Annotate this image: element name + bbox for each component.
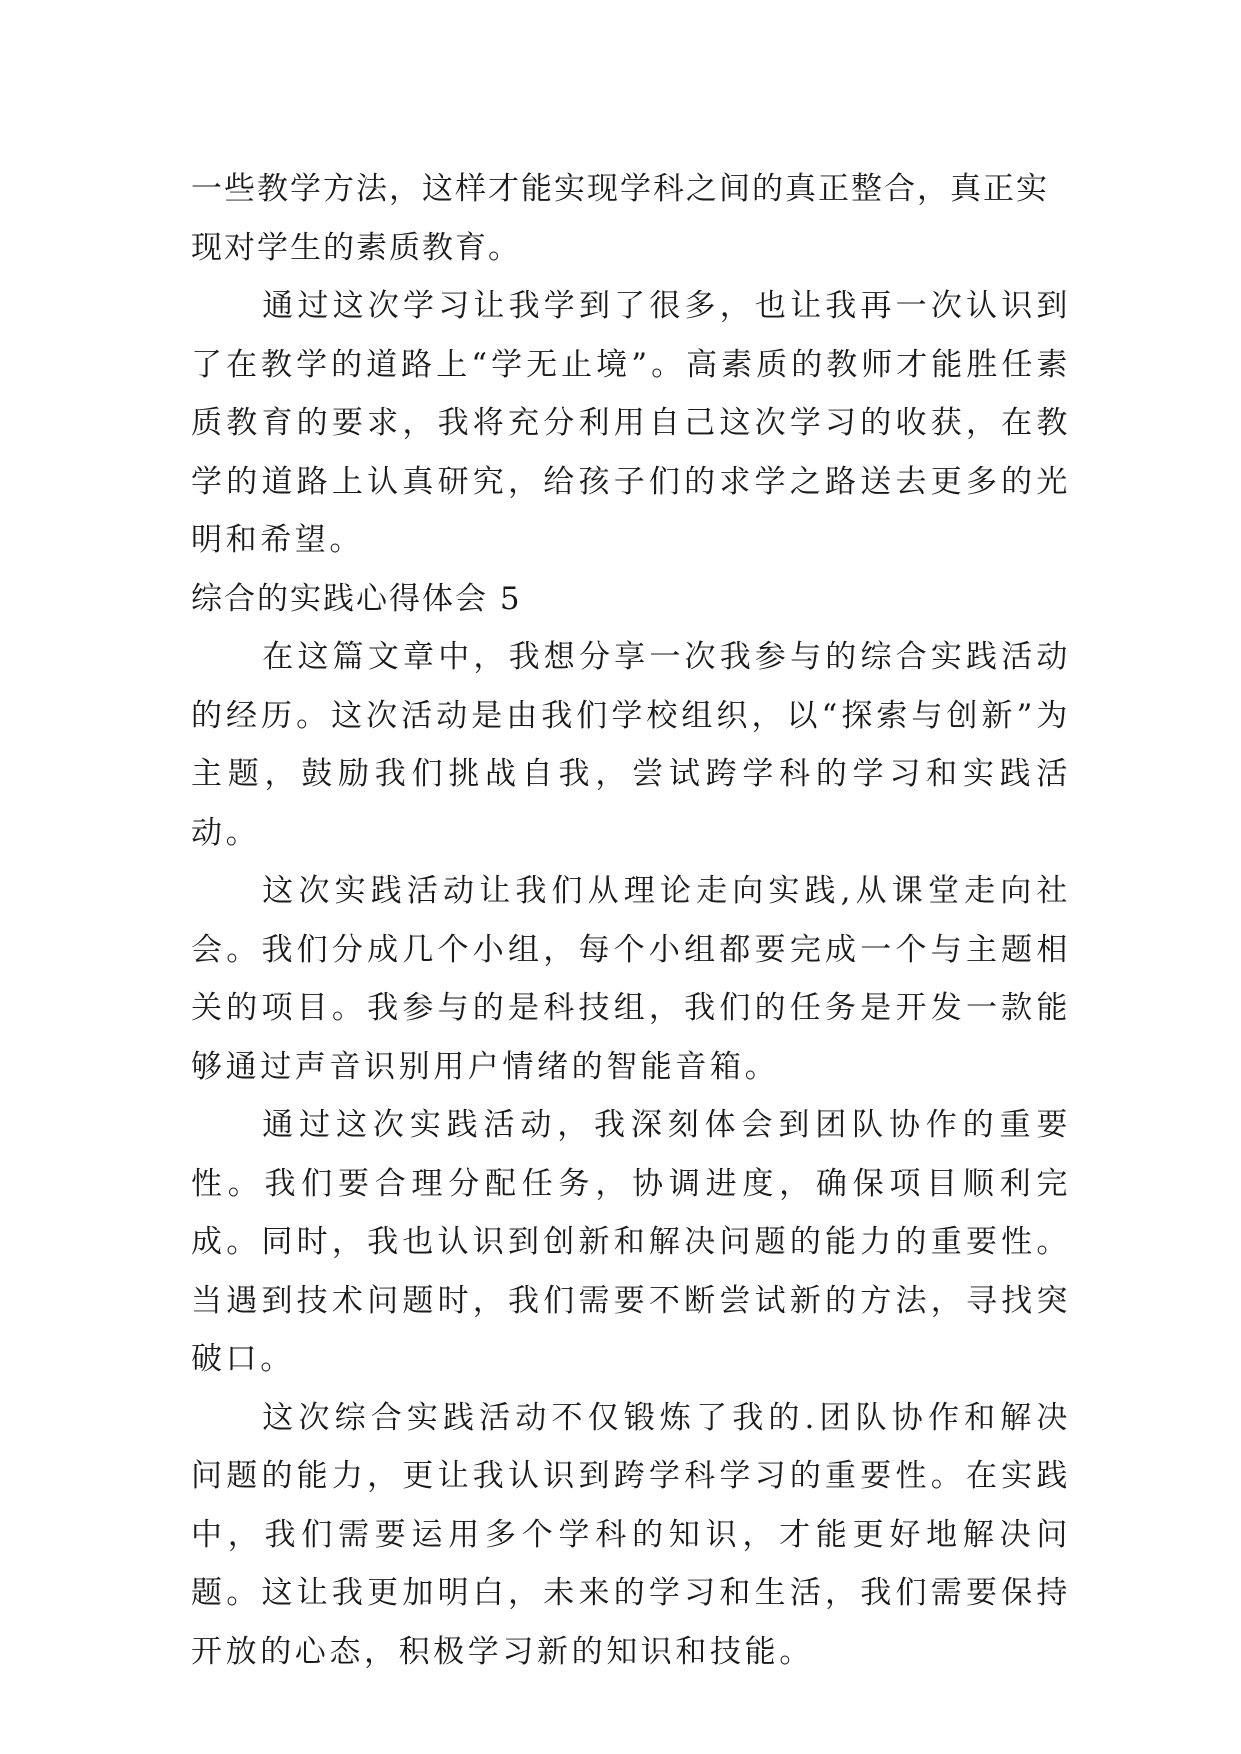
paragraph-learning-reflection: 通过这次学习让我学到了很多，也让我再一次认识到了在教学的道路上“学无止境”。高素质的教师才能胜任素质教育的要求，我将充分利用自己这次学习的收获，在教学的道路上认真研究，给孩子们的求学之路送去更多的光明和希望。 — [191, 288, 1071, 558]
paragraph-continuation: 一些教学方法，这样才能实现学科之间的真正整合，真正实现对学生的素质教育。 — [191, 171, 1049, 266]
paragraph-teamwork: 通过这次实践活动，我深刻体会到团队协作的重要性。我们要合理分配任务，协调进度，确保项目顺利完成。同时，我也认识到创新和解决问题的能力的重要性。当遇到技术问题时，我们需要不断尝试新的方法，寻找突破口。 — [191, 1107, 1071, 1377]
paragraph-intro: 在这篇文章中，我想分享一次我参与的综合实践活动的经历。这次活动是由我们学校组织，以“探索与创新”为主题，鼓励我们挑战自我，尝试跨学科的学习和实践活动。 — [191, 639, 1071, 851]
section-heading: 综合的实践心得体会 5 — [191, 580, 522, 617]
paragraph-activity: 这次实践活动让我们从理论走向实践,从课堂走向社会。我们分成几个小组，每个小组都要完成一个与主题相关的项目。我参与的是科技组，我们的任务是开发一款能够通过声音识别用户情绪的智能音箱。 — [191, 873, 1071, 1085]
document-body — [191, 160, 1071, 1681]
paragraph-conclusion: 这次综合实践活动不仅锻炼了我的.团队协作和解决问题的能力，更让我认识到跨学科学习的重要性。在实践中，我们需要运用多个学科的知识，才能更好地解决问题。这让我更加明白，未来的学习和生活，我们需要保持开放的心态，积极学习新的知识和技能。 — [191, 1399, 1071, 1670]
